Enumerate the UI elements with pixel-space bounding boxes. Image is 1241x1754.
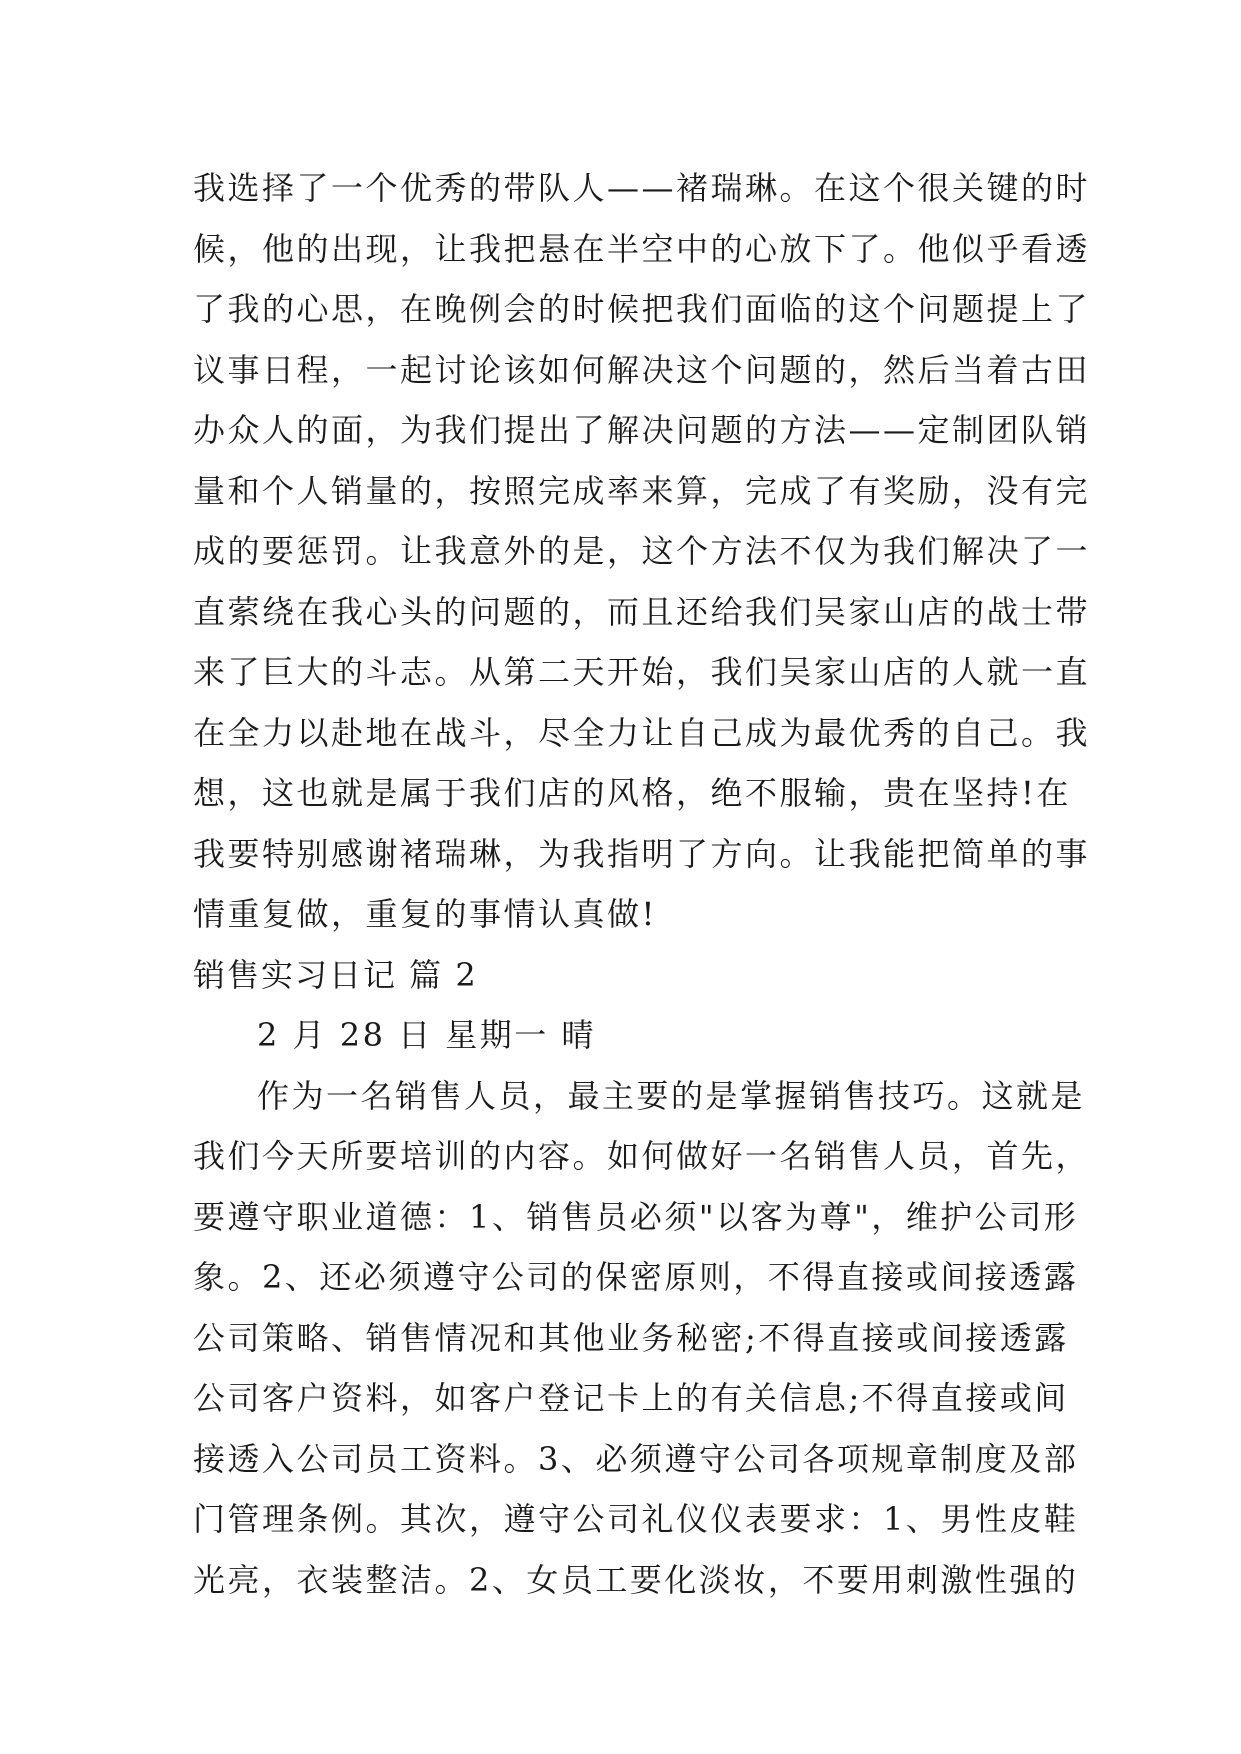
text-line: 接透入公司员工资料。3、必须遵守公司各项规章制度及部 bbox=[193, 1439, 1079, 1478]
text-line: 我要特别感谢褚瑞琳，为我指明了方向。让我能把简单的事 bbox=[193, 834, 1091, 873]
text-line: 门管理条例。其次，遵守公司礼仪仪表要求：1、男性皮鞋 bbox=[193, 1500, 1079, 1538]
date-line: 2 月 28 日 星期一 晴 bbox=[257, 1016, 596, 1054]
text-line: 公司客户资料，如客户登记卡上的有关信息;不得直接或间 bbox=[193, 1379, 1069, 1417]
text-line: 情重复做，重复的事情认真做! bbox=[193, 895, 657, 933]
text-line: 直萦绕在我心头的问题的，而且还给我们吴家山店的战士带 bbox=[193, 592, 1091, 631]
text-line: 量和个人销量的，按照完成率来算，完成了有奖励，没有完 bbox=[193, 471, 1091, 510]
text-line: 来了巨大的斗志。从第二天开始，我们吴家山店的人就一直 bbox=[193, 653, 1091, 691]
text-line: 我们今天所要培训的内容。如何做好一名销售人员，首先， bbox=[193, 1137, 1091, 1175]
text-line: 候，他的出现，让我把悬在半空中的心放下了。他似乎看透 bbox=[193, 229, 1091, 268]
text-line: 要遵守职业道德：1、销售员必须"以客为尊"，维护公司形 bbox=[193, 1197, 1079, 1236]
text-line: 作为一名销售人员，最主要的是掌握销售技巧。这就是 bbox=[257, 1076, 1086, 1115]
text-line: 想，这也就是属于我们店的风格，绝不服输，贵在坚持!在 bbox=[193, 774, 1071, 812]
text-line: 成的要惩罚。让我意外的是，这个方法不仅为我们解决了一 bbox=[193, 532, 1091, 570]
text-line: 议事日程，一起讨论该如何解决这个问题的，然后当着古田 bbox=[193, 350, 1091, 389]
text-line: 办众人的面，为我们提出了解决问题的方法——定制团队销 bbox=[193, 411, 1091, 449]
document-body bbox=[193, 158, 1093, 1610]
text-line: 象。2、还必须遵守公司的保密原则，不得直接或间接透露 bbox=[193, 1258, 1079, 1296]
text-line: 我选择了一个优秀的带队人——褚瑞琳。在这个很关键的时 bbox=[193, 169, 1091, 207]
text-line: 了我的心思，在晚例会的时候把我们面临的这个问题提上了 bbox=[193, 290, 1091, 328]
text-line: 公司策略、销售情况和其他业务秘密;不得直接或间接透露 bbox=[193, 1318, 1069, 1357]
text-line: 在全力以赴地在战斗，尽全力让自己成为最优秀的自己。我 bbox=[193, 713, 1091, 752]
text-line: 光亮，衣装整洁。2、女员工要化淡妆，不要用刺激性强的 bbox=[193, 1560, 1079, 1599]
section-heading: 销售实习日记 篇 2 bbox=[193, 955, 478, 994]
